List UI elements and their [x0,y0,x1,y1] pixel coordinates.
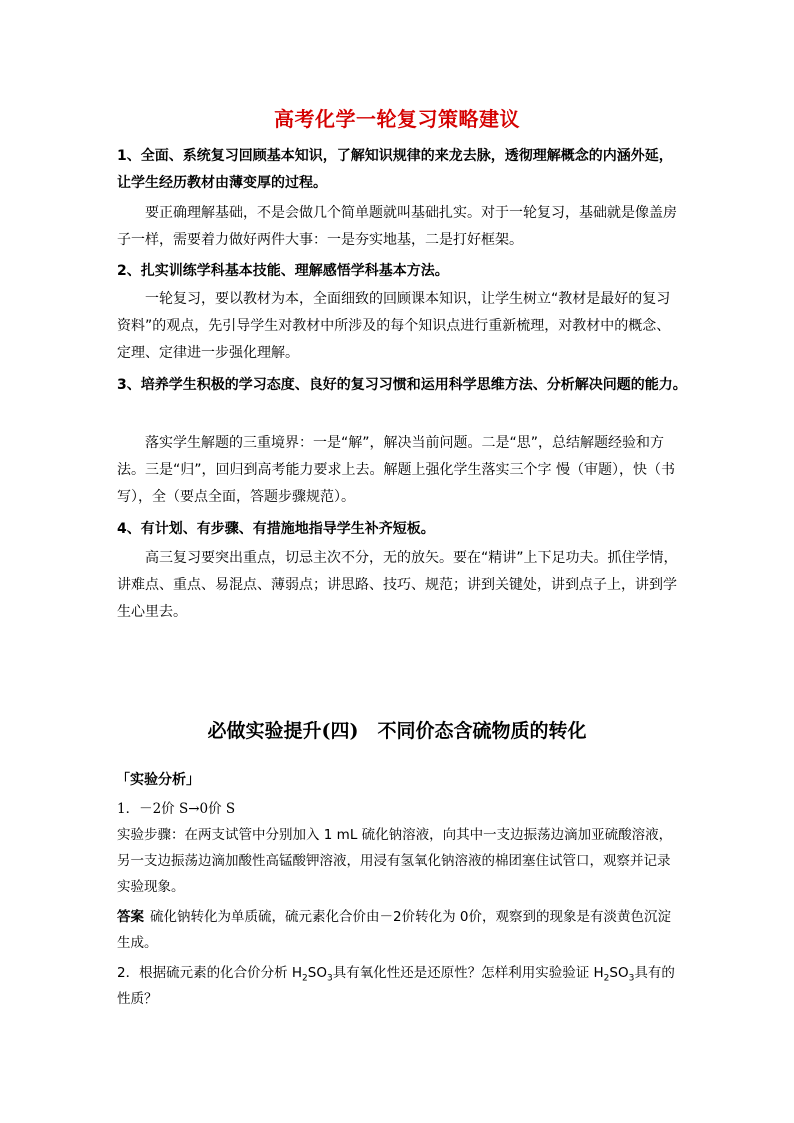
answer-text: 硫化钠转化为单质硫，硫元素化合价由－2价转化为 0价，观察到的现象是有淡黄色沉淀生成。 [117,909,671,951]
heading-4: 4、有计划、有步骤、有措施地指导学生补齐短板。 [117,521,435,537]
subscript: 3 [326,973,333,984]
q2-part-d: SO [609,965,629,981]
question-1-steps: 实验步骤：在两支试管中分别加入 1 mL 硫化钠溶液，向其中一支边振荡边滴加亚硫酸溶液，另一支边振荡边滴加酸性高锰酸钾溶液，用浸有氢氧化钠溶液的棉团塞住试管口，观察并记录实验现象。 [117,827,673,895]
heading-1: 1、全面、系统复习回顾基本知识，了解知识规律的来龙去脉，透彻理解概念的内涵外延，让学生经历教材由薄变厚的过程。 [117,148,673,191]
paragraph-4: 高三复习要突出重点，切忌主次不分，无的放矢。要在“精讲”上下足功夫。抓住学情，讲难点、重点、易混点、薄弱点；讲思路、技巧、规范；讲到关键处，讲到点子上，讲到学生心里去。 [117,550,678,620]
q2-part-e: 具有的性质？ [117,965,675,1007]
heading-2: 2、扎实训练学科基本技能、理解感悟学科基本方法。 [117,263,449,279]
subscript: 2 [603,973,610,984]
heading-3: 3、培养学生积极的学习态度、良好的复习习惯和运用科学思维方法、分析解决问题的能力。 [117,377,687,393]
paragraph-1: 要正确理解基础，不是会做几个简单题就叫基础扎实。对于一轮复习，基础就是像盖房子一样，需要着力做好两件大事：一是夯实地基，二是打好框架。 [117,205,677,248]
question-1-answer [117,904,683,956]
paragraph-2: 一轮复习，要以教材为本，全面细致的回顾课本知识，让学生树立“教材是最好的复习资料”的观点，先引导学生对教材中所涉及的每个知识点进行重新梳理，对教材中的概念、定理、定律进一步强化理解。 [117,291,671,361]
subscript: 3 [628,973,635,984]
strategy-title: 高考化学一轮复习策略建议 [274,107,520,131]
paragraph-3: 落实学生解题的三重境界：一是“解”，解决当前问题。二是“思”，总结解题经验和方法。三是“归”，回归到高考能力要求上去。解题上强化学生落实三个字 慢（审题），快（书写），全（要点全面，答题步骤规范）。 [117,435,675,505]
answer-label: 答案 [117,909,144,925]
q2-part-c: 具有氧化性还是还原性？怎样利用实验验证 H [332,965,604,981]
q2-part-a: 2．根据硫元素的化合价分析 H [117,965,303,981]
subscript: 2 [302,973,308,984]
question-1-title: 1．－2价 S→0价 S [117,801,236,817]
experiment-title: 必做实验提升(四) 不同价态含硫物质的转化 [207,720,587,742]
question-2 [117,960,683,1012]
analysis-tag: 「实验分析」 [116,772,200,788]
q2-part-b: SO [307,965,327,981]
